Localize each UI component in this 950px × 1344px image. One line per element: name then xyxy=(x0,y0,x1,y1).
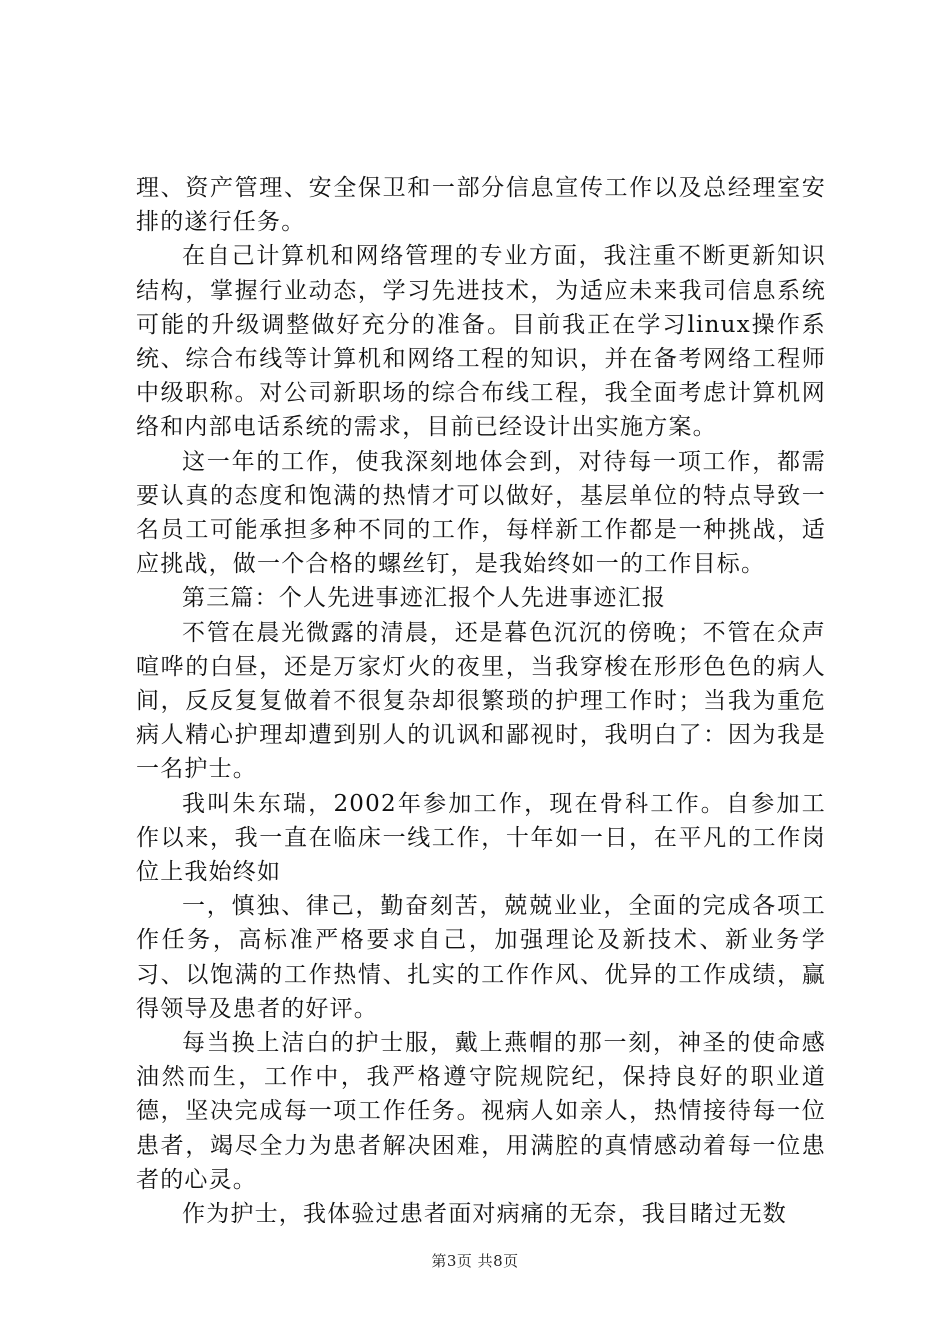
section-heading: 第三篇：个人先进事迹汇报个人先进事迹汇报 xyxy=(182,585,666,612)
paragraph: 理、资产管理、安全保卫和一部分信息宣传工作以及总经理室安排的遂行任务。 xyxy=(136,175,826,236)
paragraph: 作为护士，我体验过患者面对病痛的无奈，我目睹过无数 xyxy=(182,1201,787,1228)
paragraph: 我叫朱东瑞，2002年参加工作，现在骨科工作。自参加工作以来，我一直在临床一线工作，十年如一日，在平凡的工作岗位上我始终如 xyxy=(136,790,826,886)
paragraph: 在自己计算机和网络管理的专业方面，我注重不断更新知识结构，掌握行业动态，学习先进技术，为适应未来我司信息系统可能的升级调整做好充分的准备。目前我正在学习linux操作系统、综合布线等计算机和网络工程的知识，并在备考网络工程师中级职称。对公司新职场的综合布线工程，我全面考虑计算机网络和内部电话系统的需求，目前已经设计出实施方案。 xyxy=(136,243,826,441)
document-body xyxy=(136,171,826,1231)
paragraph: 这一年的工作，使我深刻地体会到，对待每一项工作，都需要认真的态度和饱满的热情才可以做好，基层单位的特点导致一名员工可能承担多种不同的工作，每样新工作都是一种挑战，适应挑战，做一个合格的螺丝钉，是我始终如一的工作目标。 xyxy=(136,448,826,578)
paragraph: 一，慎独、律己，勤奋刻苦，兢兢业业，全面的完成各项工作任务，高标准严格要求自己，加强理论及新技术、新业务学习、以饱满的工作热情、扎实的工作作风、优异的工作成绩，赢得领导及患者的好评。 xyxy=(136,893,826,1022)
page-footer: 第3页 共8页 xyxy=(431,1252,519,1270)
paragraph: 不管在晨光微露的清晨，还是暮色沉沉的傍晚；不管在众声喧哗的白昼，还是万家灯火的夜里，当我穿梭在形形色色的病人间，反反复复做着不很复杂却很繁琐的护理工作时；当我为重危病人精心护理却遭到别人的讥讽和鄙视时，我明白了：因为我是一名护士。 xyxy=(136,619,826,783)
paragraph: 每当换上洁白的护士服，戴上燕帽的那一刻，神圣的使命感油然而生，工作中，我严格遵守院规院纪，保持良好的职业道德，坚决完成每一项工作任务。视病人如亲人，热情接待每一位患者，竭尽全力为患者解决困难，用满腔的真情感动着每一位患者的心灵。 xyxy=(136,1030,826,1193)
